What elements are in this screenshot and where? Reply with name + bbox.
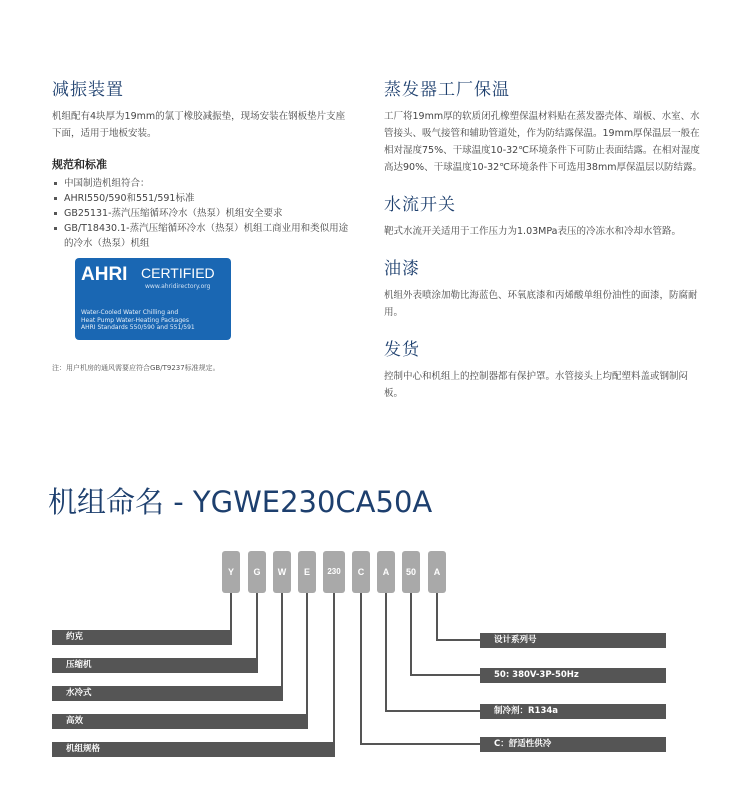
label-bar-compressor: 压缩机 <box>52 658 258 673</box>
connector-line <box>281 593 283 693</box>
left-column <box>52 75 352 251</box>
ahri-logo: AHRI <box>81 264 128 285</box>
connector-line <box>256 593 258 665</box>
code-box: 50 <box>402 551 420 593</box>
code-box: C <box>352 551 370 593</box>
connector-line <box>385 593 387 712</box>
evaporator-text: 工厂将19mm厚的软质闭孔橡塑保温材料贴在蒸发器壳体、端板、水室、水管接头、吸气接管和辅助管道处，作为防结露保温。19mm厚保温层一般在相对湿度75%、干球温度10-32℃环境条件下可防止表面结露。在相对湿度高达90%、干球温度10-32℃环境条件下可选用38mm厚保温层以防结露。 <box>384 111 702 173</box>
paint-title: 油漆 <box>384 259 420 279</box>
connector-line <box>385 710 482 712</box>
standards-item: GB25131-蒸汽压缩循环冷水（热泵）机组安全要求 <box>52 206 352 221</box>
ahri-desc-line: AHRI Standards 550/590 and 551/591 <box>81 324 195 331</box>
shipping-text: 控制中心和机组上的控制器都有保护罩。水管接头上均配塑料盖或钢制闷板。 <box>384 371 689 399</box>
label-bar-unit-size: 机组规格 <box>52 742 335 757</box>
standards-item: AHRI550/590和551/591标准 <box>52 191 352 206</box>
flow-switch-title: 水流开关 <box>384 195 456 215</box>
connector-line <box>333 593 335 749</box>
label-bar-york: 约克 <box>52 630 232 645</box>
code-box: E <box>298 551 316 593</box>
ahri-certified-badge <box>75 258 231 340</box>
ahri-certified-text: CERTIFIED <box>141 265 215 281</box>
evaporator-title: 蒸发器工厂保温 <box>384 80 510 100</box>
standards-item: GB/T18430.1-蒸汽压缩循环冷水（热泵）机组工商业用和类似用途的冷水（热泵）机组 <box>52 221 352 251</box>
label-bar-refrigerant: 制冷剂：R134a <box>480 704 666 719</box>
code-box: W <box>273 551 291 593</box>
paint-text: 机组外表喷涂加勒比海蓝色、环氧底漆和丙烯酸单组份油性的面漆，防腐耐用。 <box>384 290 698 318</box>
code-box: A <box>428 551 446 593</box>
ahri-desc-line: Heat Pump Water-Heating Packages <box>81 316 189 324</box>
code-box: G <box>248 551 266 593</box>
code-box: 230 <box>323 551 345 593</box>
connector-line <box>360 743 482 745</box>
damping-title: 减振装置 <box>52 80 124 100</box>
connector-line <box>410 593 412 676</box>
ahri-url: www.ahridirectory.org <box>145 283 211 290</box>
flow-switch-text: 靶式水流开关适用于工作压力为1.03MPa表压的冷冻水和冷却水管路。 <box>384 226 681 237</box>
code-box: Y <box>222 551 240 593</box>
standards-item: 中国制造机组符合： <box>52 176 352 191</box>
ahri-description <box>81 309 195 332</box>
label-bar-power: 50: 380V-3P-50Hz <box>480 668 666 683</box>
damping-text: 机组配有4块厚为19mm的氯丁橡胶减振垫，现场安装在钢板垫片支座下面，适用于地板安装。 <box>52 111 346 139</box>
model-naming-title: 机组命名 - YGWE230CA50A <box>48 485 433 519</box>
connector-line <box>436 639 482 641</box>
ahri-desc-line: Water-Cooled Water Chilling and <box>81 309 179 316</box>
standards-title: 规范和标准 <box>52 158 107 171</box>
label-bar-comfort-cooling: C：舒适性供冷 <box>480 737 666 752</box>
right-column <box>384 75 702 402</box>
label-bar-water-cooled: 水冷式 <box>52 686 283 701</box>
label-bar-high-efficiency: 高效 <box>52 714 308 729</box>
connector-line <box>410 674 482 676</box>
connector-line <box>360 593 362 745</box>
standards-list <box>52 176 352 251</box>
connector-line <box>436 593 438 641</box>
code-box: A <box>377 551 395 593</box>
footnote: 注：用户机房的通风需要应符合GB/T9237标准规定。 <box>52 364 220 372</box>
shipping-title: 发货 <box>384 340 420 360</box>
label-bar-design-series: 设计系列号 <box>480 633 666 648</box>
connector-line <box>306 593 308 721</box>
